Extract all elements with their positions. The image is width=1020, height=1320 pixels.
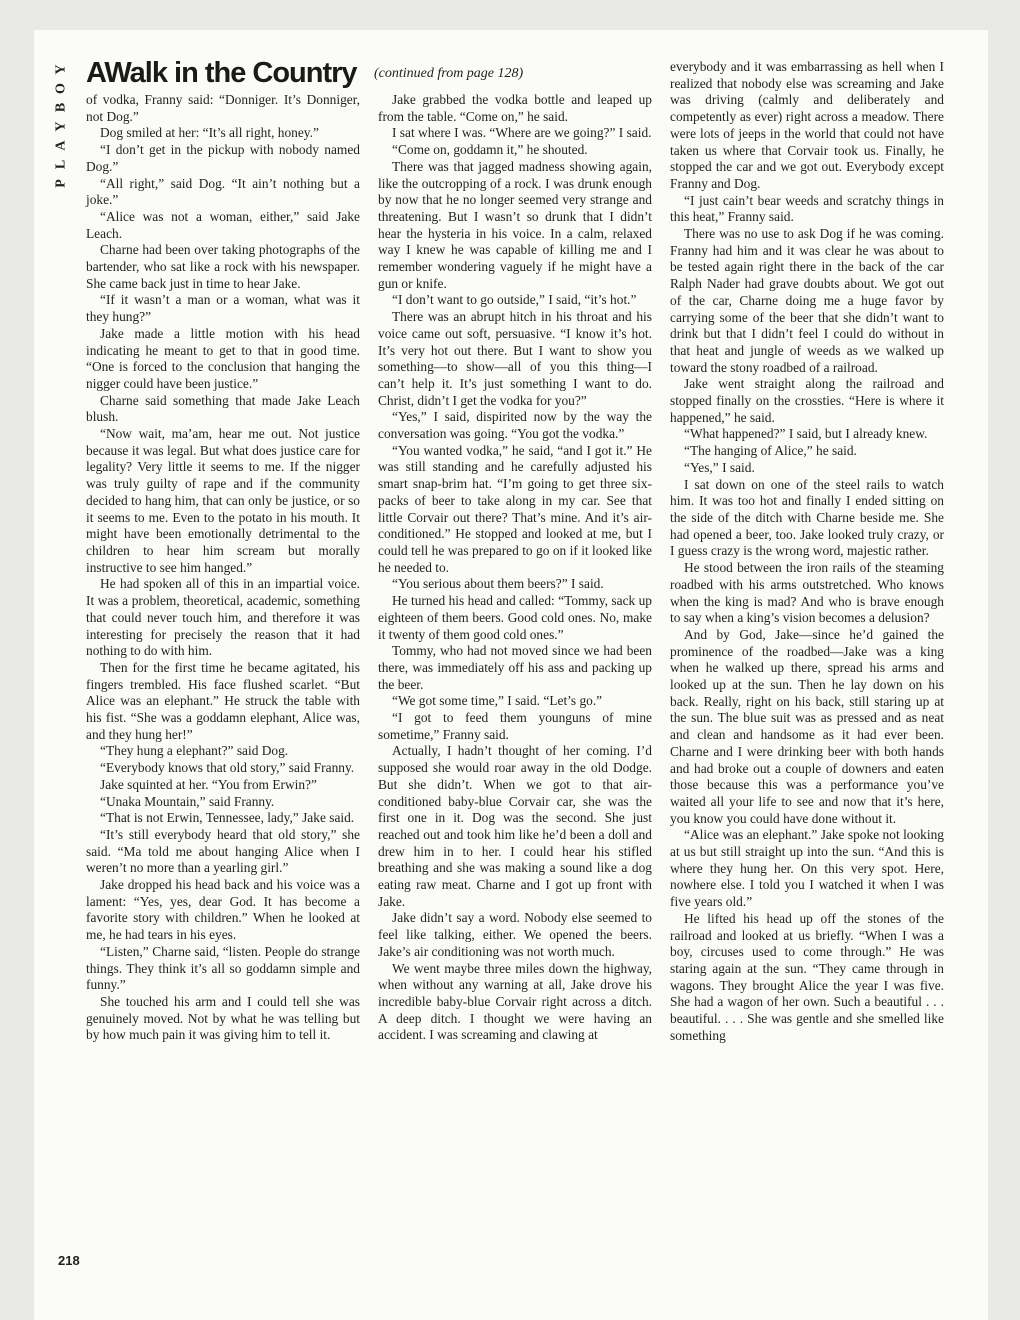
logo-letter: O (53, 83, 69, 94)
paragraph: Jake grabbed the vodka bottle and leaped up from the table. “Come on,” he said. (378, 92, 652, 124)
article-title: AWalk in the Country (86, 57, 357, 89)
paragraph: Charne had been over taking photographs of the bartender, who sat like a rock with his newspaper. She came back just in time to hear Jake. (86, 242, 360, 291)
paragraph: “Alice was an elephant.” Jake spoke not looking at us but still straight up into the sun. “And this is where they hung her. On this very spot. Here, nowhere else. I told you I watched it when I was five years old.” (670, 827, 944, 910)
paragraph: And by God, Jake—since he’d gained the prominence of the roadbed—Jake was a king when he walked up there, spread his arms and looked up at the sun. Then he lay down on his back. Really, right on his back, still staring up at the sun. The blue suit was as pressed and as neat and clean and handsome as it had ever been. Charne and I were drinking beer with both hands and had broke out a couple of downers and eaten those because this was a performance you’ve waited all your life to see and now that it’s here, you know you could have done without it. (670, 626, 944, 826)
paragraph: He turned his head and called: “Tommy, sack up eighteen of them beers. Good cold ones. No, make it twenty of them good cold ones.” (378, 593, 652, 642)
logo-letter: Y (53, 64, 69, 75)
paragraph: “Everybody knows that old story,” said Franny. (100, 760, 355, 776)
paragraph: “Come on, goddamn it,” he shouted. (392, 142, 588, 158)
paragraph: Tommy, who had not moved since we had been there, was immediately off his ass and packing up the beer. (378, 643, 652, 692)
text-column-3 (670, 59, 944, 1044)
paragraph: Jake dropped his head back and his voice was a lament: “Yes, yes, dear God. It has become a favorite story with children.” When he looked at me, he had tears in his eyes. (86, 877, 360, 943)
paragraph: everybody and it was embarrassing as hell when I realized that nobody else was screaming and Jake was driving (calmly and deliberately and competently as ever) right across a meadow. There were lots of jeeps in the world that could not have taken us where that Corvair took us. Finally, he stopped the car and we got out. Everybody except Franny and Dog. (670, 59, 944, 191)
paragraph: “Now wait, ma’am, hear me out. Not justice because it was legal. But what does justice care for legality? Very little it seems to me. If the nigger was truly guilty of rape and if the community decided to hang him, that can only be justice, or so it seems to me. Even to the potato in his mouth. It might have been emotionally detrimental to the children to hear him scream but morally instructive to see him hanged.” (86, 426, 360, 575)
paragraph: “They hung a elephant?” said Dog. (100, 743, 289, 759)
text-column-2 (378, 92, 652, 1044)
paragraph: “That is not Erwin, Tennessee, lady,” Jake said. (100, 810, 355, 826)
logo-letter: B (53, 102, 69, 113)
paragraph: “I just cain’t bear weeds and scratchy things in this heat,” Franny said. (670, 192, 944, 225)
paragraph: Jake squinted at her. “You from Erwin?” (100, 776, 317, 792)
paragraph: “Alice was not a woman, either,” said Jake Leach. (86, 208, 360, 241)
paragraph: of vodka, Franny said: “Donniger. It’s Donniger, not Dog.” (86, 92, 360, 124)
paragraph: Jake went straight along the railroad and stopped finally on the crossties. “Here is where it happened,” he said. (670, 376, 944, 425)
paragraph: I sat where I was. “Where are we going?” I said. (392, 125, 652, 141)
continued-note: (continued from page 128) (374, 66, 524, 81)
paragraph: “I don’t want to go outside,” I said, “it’s hot.” (392, 292, 637, 308)
paragraph: “You serious about them beers?” I said. (392, 576, 604, 592)
logo-letter: A (53, 140, 69, 151)
paragraph: Dog smiled at her: “It’s all right, honey.” (100, 125, 319, 141)
paragraph: “If it wasn’t a man or a woman, what was it they hung?” (86, 292, 360, 325)
paragraph: Jake didn’t say a word. Nobody else seemed to feel like talking, either. We opened the beers. Jake’s air conditioning was not worth much. (378, 910, 652, 959)
page-number: 218 (58, 1253, 80, 1268)
paragraph: “Unaka Mountain,” said Franny. (100, 793, 275, 809)
paragraph: “I got to feed them younguns of mine sometime,” Franny said. (378, 710, 652, 742)
paragraph: “I don’t get in the pickup with nobody named Dog.” (86, 142, 360, 174)
paragraph: “Listen,” Charne said, “listen. People do strange things. They think it’s all so goddamn simple and funny.” (86, 943, 360, 993)
paragraph: Charne said something that made Jake Leach blush. (86, 392, 360, 425)
paragraph: “What happened?” I said, but I already knew. (684, 426, 928, 442)
paragraph: “We got some time,” I said. “Let’s go.” (392, 693, 603, 709)
paragraph: There was that jagged madness showing again, like the outcropping of a rock. I was drunk enough by now that he no longer seemed very strange and threatening. But I wasn’t so drunk that I didn’t hear the hysteria in his voice. In a calm, relaxed way I knew he was capable of killing me and I remember wondering vaguely if he might have a gun or knife. (378, 158, 652, 291)
paragraph: “It’s still everybody heard that old story,” she said. “Ma told me about hanging Alice when I weren’t no more than a yearling girl.” (86, 826, 360, 876)
logo-letter: L (53, 159, 69, 170)
paragraph: We went maybe three miles down the highway, when without any warning at all, Jake drove his incredible baby-blue Corvair right across a ditch. A deep ditch. I thought we were having an accident. I was screaming and clawing at (378, 960, 652, 1043)
paragraph: “The hanging of Alice,” he said. (684, 443, 857, 459)
paragraph: Actually, I hadn’t thought of her coming. I’d supposed she would roar away in the old Dodge. But she didn’t. When we got to that air-conditioned baby-blue Corvair car, she was the first one in it. Dog was the second. She just reached out and took him like he’d been a doll and drew him in to her. I could hear his stifled breathing and she was making a sound like a dog eating raw meat. Charne and I got up front with Jake. (378, 743, 652, 909)
paragraph: “Yes,” I said. (684, 459, 755, 475)
text-column-1 (86, 92, 360, 1044)
logo-letter: P (53, 179, 69, 188)
paragraph: He had spoken all of this in an impartial voice. It was a problem, theoretical, academic, something that could never touch him, and therefore it was interesting for precisely the reason that it had nothing to do with him. (86, 576, 360, 659)
magazine-logo (51, 60, 71, 193)
paragraph: “Yes,” I said, dispirited now by the way the conversation was going. “You got the vodka.” (378, 409, 652, 442)
paragraph: Jake made a little motion with his head indicating he meant to get to that in good time. “One is forced to the conclusion that hanging the nigger could have been justice.” (86, 325, 360, 391)
paragraph: “You wanted vodka,” he said, “and I got it.” He was still standing and he carefully adjusted his smart snap-brim hat. “I’m going to get three six-packs of beer to take along in my car. See that little Corvair out there? That’s mine. And it’s air-conditioned.” He stopped and looked at me, but I could tell he was prepared to go on if it looked like he needed to. (378, 442, 652, 575)
paragraph: He lifted his head up off the stones of the railroad and looked at us briefly. “When I was a boy, circuses used to come through.” He was staring again at the sun. “They came through in wagons. They brought Alice the year I was five. She had a wagon of her own. Such a beautiful . . . beautiful. . . . She was gentle and she smelled like something (670, 910, 944, 1043)
paragraph: He stood between the iron rails of the steaming roadbed with his arms outstretched. Who knows when the king is mad? And who is brave enough to say when a king’s vision becomes a delusion? (670, 560, 944, 626)
logo-letter: Y (53, 121, 69, 132)
paragraph: “All right,” said Dog. “It ain’t nothing but a joke.” (86, 175, 360, 208)
paragraph: Then for the first time he became agitated, his fingers trembled. His face flushed scarlet. “But Alice was an elephant.” He struck the table with his fist. “She was a goddamn elephant, Alice was, and they hung her!” (86, 659, 360, 742)
paragraph: I sat down on one of the steel rails to watch him. It was too hot and finally I ended sitting on the side of the ditch with Charne beside me. She had opened a beer, too. Jake looked truly crazy, or I guess crazy is the wrong word, majestic rather. (670, 476, 944, 559)
paragraph: There was an abrupt hitch in his throat and his voice came out soft, persuasive. “I know it’s hot. It’s very hot out there. But I want to show you something—to show—all of you this thing—I can’t help it. It’s just something I want to do. Christ, didn’t I get the vodka for you?” (378, 309, 652, 408)
paragraph: There was no use to ask Dog if he was coming. Franny had him and it was clear he was about to be tested again right there in the back of the car Ralph Nader had grave doubts about. We got out of the car, Charne doing me a huge favor by carrying some of the beer that she didn’t want to drink but that I didn’t feel I could do without in that heat and jungle of weeds as we walked up toward the stony roadbed of a railroad. (670, 226, 944, 375)
paragraph: She touched his arm and I could tell she was genuinely moved. Not by what he was telling but by how much pain it was giving him to tell it. (86, 993, 360, 1043)
